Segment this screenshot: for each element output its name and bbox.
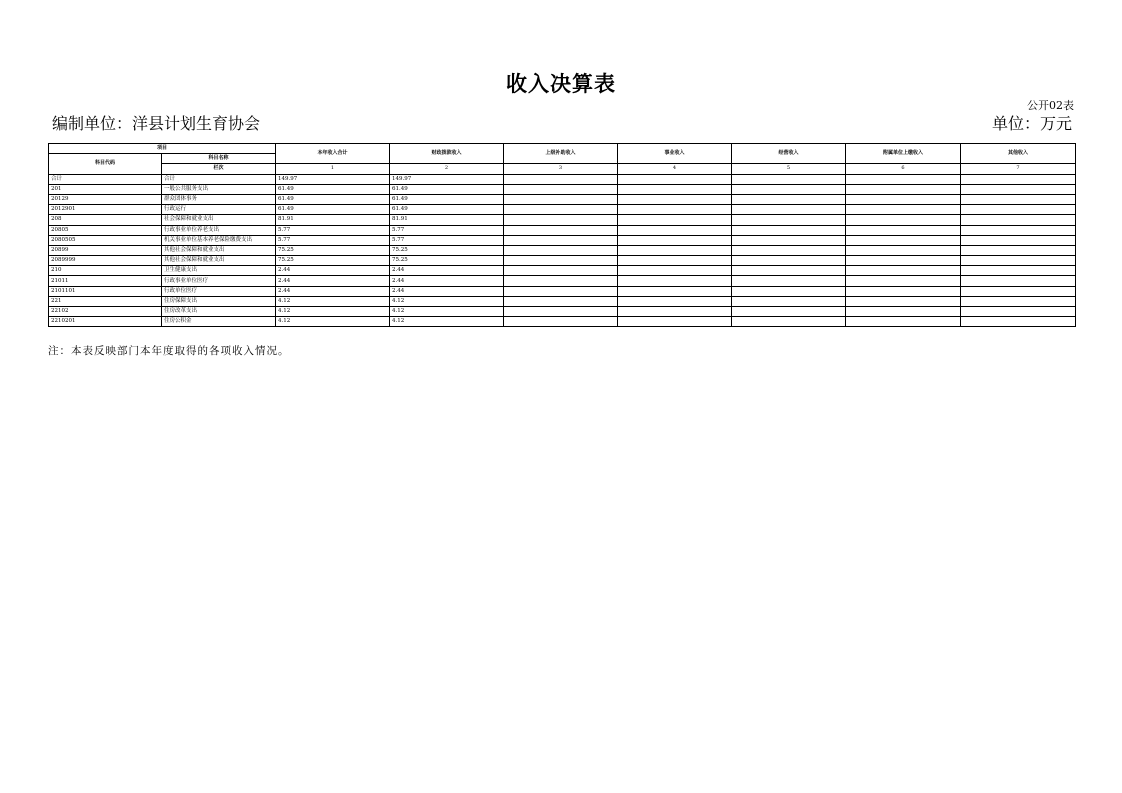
fiscal-appropriation-cell: 2.44	[390, 266, 504, 276]
subject-code-cell: 20129	[49, 194, 162, 204]
table-row	[49, 307, 1076, 317]
operating-income-cell	[732, 174, 846, 184]
table-row	[49, 184, 1076, 194]
other-income-cell	[961, 215, 1076, 225]
superior-subsidy-cell	[504, 184, 618, 194]
total-income-cell: 2.44	[276, 286, 390, 296]
table-row	[49, 286, 1076, 296]
subject-name-cell: 住房改革支出	[162, 307, 276, 317]
subsidiary-remit-cell	[846, 266, 961, 276]
total-income-cell: 61.49	[276, 184, 390, 194]
superior-subsidy-cell	[504, 194, 618, 204]
total-income-cell: 5.77	[276, 235, 390, 245]
table-row	[49, 194, 1076, 204]
column-number: 2	[390, 164, 504, 174]
header-name: 科目名称	[162, 154, 276, 164]
table-row	[49, 245, 1076, 255]
header-col-3: 上级补助收入	[504, 144, 618, 164]
operating-income-cell	[732, 286, 846, 296]
business-income-cell	[618, 256, 732, 266]
subsidiary-remit-cell	[846, 276, 961, 286]
table-row	[49, 296, 1076, 306]
subsidiary-remit-cell	[846, 296, 961, 306]
subject-code-cell: 2080505	[49, 235, 162, 245]
subject-code-cell: 20899	[49, 245, 162, 255]
business-income-cell	[618, 276, 732, 286]
subsidiary-remit-cell	[846, 225, 961, 235]
fiscal-appropriation-cell: 4.12	[390, 307, 504, 317]
subject-name-cell: 住房公积金	[162, 317, 276, 327]
superior-subsidy-cell	[504, 256, 618, 266]
total-income-cell: 5.77	[276, 225, 390, 235]
table-row	[49, 174, 1076, 184]
subject-name-cell: 行政事业单位养老支出	[162, 225, 276, 235]
other-income-cell	[961, 256, 1076, 266]
fiscal-appropriation-cell: 2.44	[390, 286, 504, 296]
subject-code-cell: 2210201	[49, 317, 162, 327]
total-income-cell: 2.44	[276, 266, 390, 276]
other-income-cell	[961, 286, 1076, 296]
subject-code-cell: 2089999	[49, 256, 162, 266]
subject-name-cell: 合计	[162, 174, 276, 184]
superior-subsidy-cell	[504, 205, 618, 215]
business-income-cell	[618, 317, 732, 327]
subject-code-cell: 2101101	[49, 286, 162, 296]
subsidiary-remit-cell	[846, 184, 961, 194]
table-body	[49, 174, 1076, 327]
subject-code-cell: 2012901	[49, 205, 162, 215]
other-income-cell	[961, 307, 1076, 317]
subsidiary-remit-cell	[846, 245, 961, 255]
total-income-cell: 4.12	[276, 307, 390, 317]
subject-code-cell: 210	[49, 266, 162, 276]
subsidiary-remit-cell	[846, 205, 961, 215]
operating-income-cell	[732, 215, 846, 225]
business-income-cell	[618, 266, 732, 276]
business-income-cell	[618, 296, 732, 306]
fiscal-appropriation-cell: 61.49	[390, 184, 504, 194]
superior-subsidy-cell	[504, 174, 618, 184]
operating-income-cell	[732, 205, 846, 215]
business-income-cell	[618, 205, 732, 215]
operating-income-cell	[732, 276, 846, 286]
table-note: 注：本表反映部门本年度取得的各项收入情况。	[48, 345, 290, 357]
subject-code-cell: 22102	[49, 307, 162, 317]
table-row	[49, 205, 1076, 215]
total-income-cell: 81.91	[276, 215, 390, 225]
fiscal-appropriation-cell: 4.12	[390, 296, 504, 306]
subsidiary-remit-cell	[846, 174, 961, 184]
subject-name-cell: 住房保障支出	[162, 296, 276, 306]
other-income-cell	[961, 205, 1076, 215]
subject-name-cell: 群众团体事务	[162, 194, 276, 204]
subject-name-cell: 其他社会保障和就业支出	[162, 256, 276, 266]
subject-name-cell: 行政单位医疗	[162, 286, 276, 296]
total-income-cell: 4.12	[276, 317, 390, 327]
operating-income-cell	[732, 184, 846, 194]
unit-label: 单位：万元	[991, 114, 1072, 133]
superior-subsidy-cell	[504, 245, 618, 255]
header-col-1: 本年收入合计	[276, 144, 390, 164]
subject-code-cell: 208	[49, 215, 162, 225]
fiscal-appropriation-cell: 75.25	[390, 245, 504, 255]
business-income-cell	[618, 194, 732, 204]
subject-name-cell: 行政运行	[162, 205, 276, 215]
business-income-cell	[618, 215, 732, 225]
table-header	[49, 144, 1076, 175]
table-row	[49, 235, 1076, 245]
table-row	[49, 276, 1076, 286]
column-number: 3	[504, 164, 618, 174]
business-income-cell	[618, 245, 732, 255]
total-income-cell: 61.49	[276, 205, 390, 215]
column-number: 6	[846, 164, 961, 174]
subsidiary-remit-cell	[846, 215, 961, 225]
fiscal-appropriation-cell: 4.12	[390, 317, 504, 327]
table-row	[49, 225, 1076, 235]
operating-income-cell	[732, 266, 846, 276]
other-income-cell	[961, 184, 1076, 194]
fiscal-appropriation-cell: 5.77	[390, 235, 504, 245]
table-row	[49, 266, 1076, 276]
business-income-cell	[618, 235, 732, 245]
header-col-4: 事业收入	[618, 144, 732, 164]
other-income-cell	[961, 317, 1076, 327]
column-number: 4	[618, 164, 732, 174]
business-income-cell	[618, 184, 732, 194]
organization-label: 编制单位：洋县计划生育协会	[52, 114, 261, 133]
superior-subsidy-cell	[504, 307, 618, 317]
header-col-6: 附属单位上缴收入	[846, 144, 961, 164]
fiscal-appropriation-cell: 75.25	[390, 256, 504, 266]
business-income-cell	[618, 307, 732, 317]
fiscal-appropriation-cell: 61.49	[390, 194, 504, 204]
subject-name-cell: 机关事业单位基本养老保险缴费支出	[162, 235, 276, 245]
superior-subsidy-cell	[504, 225, 618, 235]
fiscal-appropriation-cell: 81.91	[390, 215, 504, 225]
column-number: 1	[276, 164, 390, 174]
subsidiary-remit-cell	[846, 317, 961, 327]
header-col-7: 其他收入	[961, 144, 1076, 164]
fiscal-appropriation-cell: 149.97	[390, 174, 504, 184]
subject-code-cell: 21011	[49, 276, 162, 286]
subsidiary-remit-cell	[846, 256, 961, 266]
subject-code-cell: 221	[49, 296, 162, 306]
table-row	[49, 256, 1076, 266]
subject-code-cell: 20805	[49, 225, 162, 235]
header-project: 项目	[49, 144, 276, 154]
subject-code-cell: 合计	[49, 174, 162, 184]
table-row	[49, 317, 1076, 327]
subsidiary-remit-cell	[846, 194, 961, 204]
other-income-cell	[961, 174, 1076, 184]
subject-name-cell: 一般公共服务支出	[162, 184, 276, 194]
subject-name-cell: 卫生健康支出	[162, 266, 276, 276]
total-income-cell: 61.49	[276, 194, 390, 204]
operating-income-cell	[732, 245, 846, 255]
header-column-label: 栏次	[162, 164, 276, 174]
fiscal-appropriation-cell: 61.49	[390, 205, 504, 215]
superior-subsidy-cell	[504, 296, 618, 306]
table-row	[49, 215, 1076, 225]
fiscal-appropriation-cell: 2.44	[390, 276, 504, 286]
subsidiary-remit-cell	[846, 307, 961, 317]
total-income-cell: 75.25	[276, 256, 390, 266]
operating-income-cell	[732, 235, 846, 245]
business-income-cell	[618, 286, 732, 296]
column-number: 5	[732, 164, 846, 174]
business-income-cell	[618, 174, 732, 184]
header-col-2: 财政拨款收入	[390, 144, 504, 164]
superior-subsidy-cell	[504, 286, 618, 296]
subsidiary-remit-cell	[846, 235, 961, 245]
superior-subsidy-cell	[504, 317, 618, 327]
operating-income-cell	[732, 317, 846, 327]
total-income-cell: 2.44	[276, 276, 390, 286]
subsidiary-remit-cell	[846, 286, 961, 296]
superior-subsidy-cell	[504, 266, 618, 276]
operating-income-cell	[732, 225, 846, 235]
superior-subsidy-cell	[504, 276, 618, 286]
total-income-cell: 4.12	[276, 296, 390, 306]
other-income-cell	[961, 235, 1076, 245]
other-income-cell	[961, 276, 1076, 286]
operating-income-cell	[732, 194, 846, 204]
income-table	[48, 143, 1076, 327]
report-title: 收入决算表	[506, 72, 616, 96]
other-income-cell	[961, 225, 1076, 235]
total-income-cell: 149.97	[276, 174, 390, 184]
operating-income-cell	[732, 296, 846, 306]
other-income-cell	[961, 266, 1076, 276]
other-income-cell	[961, 194, 1076, 204]
header-col-5: 经营收入	[732, 144, 846, 164]
superior-subsidy-cell	[504, 235, 618, 245]
subject-name-cell: 其他社会保障和就业支出	[162, 245, 276, 255]
subject-name-cell: 行政事业单位医疗	[162, 276, 276, 286]
superior-subsidy-cell	[504, 215, 618, 225]
other-income-cell	[961, 245, 1076, 255]
other-income-cell	[961, 296, 1076, 306]
business-income-cell	[618, 225, 732, 235]
column-number: 7	[961, 164, 1076, 174]
fiscal-appropriation-cell: 5.77	[390, 225, 504, 235]
header-code: 科目代码	[49, 154, 162, 174]
subject-code-cell: 201	[49, 184, 162, 194]
form-number: 公开02表	[1027, 99, 1074, 112]
operating-income-cell	[732, 307, 846, 317]
total-income-cell: 75.25	[276, 245, 390, 255]
subject-name-cell: 社会保障和就业支出	[162, 215, 276, 225]
operating-income-cell	[732, 256, 846, 266]
